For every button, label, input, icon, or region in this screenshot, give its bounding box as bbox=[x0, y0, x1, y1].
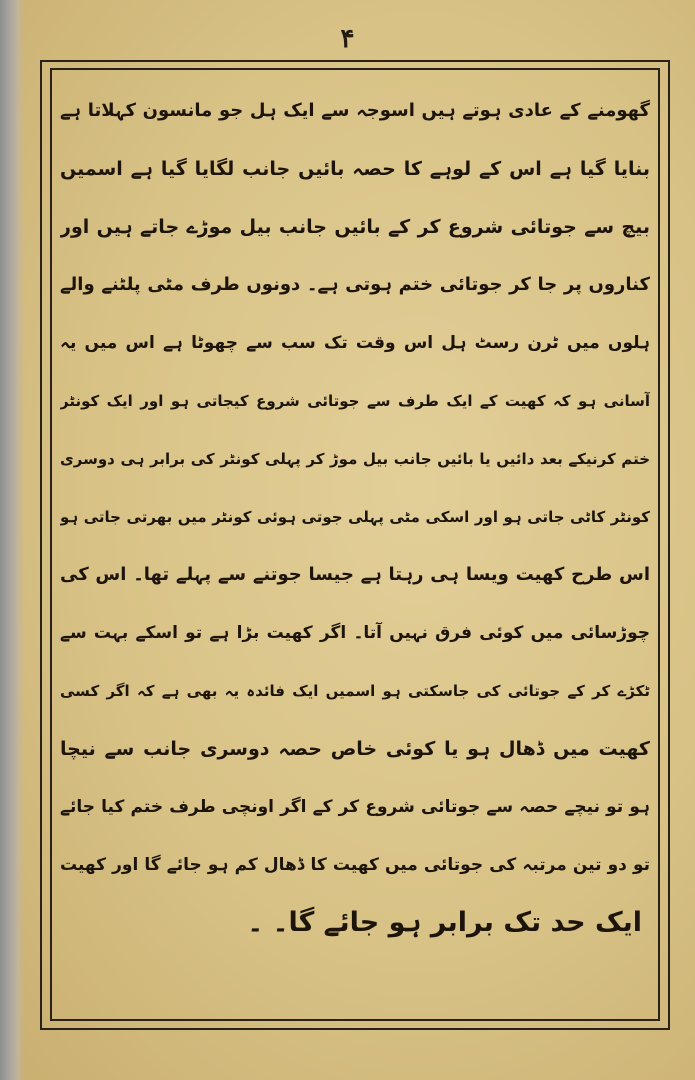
text-line-8: کونٹر کاٹی جاتی ہو اور اسکی مٹی پہلی جوتی ہوئی کونٹر میں بھرتی جاتی ہو bbox=[60, 508, 650, 526]
text-line-6: آسانی ہو کہ کھیت کے ایک طرف سے جوتائی شروع کیجاتی ہو اور ایک کونٹر bbox=[60, 392, 650, 410]
text-line-3: بیچ سے جوتائی شروع کر کے بائیں جانب بیل موڑے جاتے ہیں اور bbox=[60, 216, 650, 238]
page-binding-edge bbox=[0, 0, 24, 1080]
page-number: ۴ bbox=[340, 24, 355, 54]
urdu-text-body bbox=[60, 82, 650, 952]
text-line-13: ہو تو نیچے حصہ سے جوتائی شروع کر کے اگر اونچی طرف ختم کیا جائے bbox=[60, 797, 650, 817]
text-line-15: ایک حد تک برابر ہو جائے گا۔ ۔ bbox=[247, 907, 642, 938]
text-line-4: کناروں پر جا کر جوتائی ختم ہوتی ہے۔ دونوں طرف مٹی پلٹنے والے bbox=[60, 274, 650, 295]
text-line-5: ہلوں میں ٹرن رسٹ ہل اس وقت تک سب سے چھوٹا ہے اس میں یہ bbox=[60, 333, 650, 353]
text-line-11: ٹکڑے کر کے جوتائی کی جاسکتی ہو اسمیں ایک فائدہ یہ بھی ہے کہ اگر کسی bbox=[60, 682, 650, 700]
text-line-12: کھیت میں ڈھال ہو یا کوئی خاص حصہ دوسری جانب سے نیچا bbox=[60, 738, 650, 760]
text-line-9: اس طرح کھیت ویسا ہی رہتا ہے جیسا جوتنے سے پہلے تھا۔ اس کی bbox=[60, 564, 650, 585]
text-line-10: چوڑسائی میں کوئی فرق نہیں آتا۔ اگر کھیت بڑا ہے تو اسکے بہت سے bbox=[60, 623, 650, 643]
text-line-2: بنایا گیا ہے اس کے لوہے کا حصہ بائیں جانب لگایا گیا ہے اسمیں bbox=[60, 158, 650, 180]
text-line-7: ختم کرنیکے بعد دائیں یا بائیں جانب بیل موڑ کر پہلی کونٹر کی برابر ہی دوسری bbox=[60, 450, 650, 468]
text-line-14: تو دو تین مرتبہ کی جوتائی میں کھیت کا ڈھال کم ہو جائے گا اور کھیت bbox=[60, 855, 650, 875]
text-line-1: گھومنے کے عادی ہوتے ہیں اسوجہ سے ایک ہل جو مانسون کہلاتا ہے bbox=[60, 100, 650, 121]
